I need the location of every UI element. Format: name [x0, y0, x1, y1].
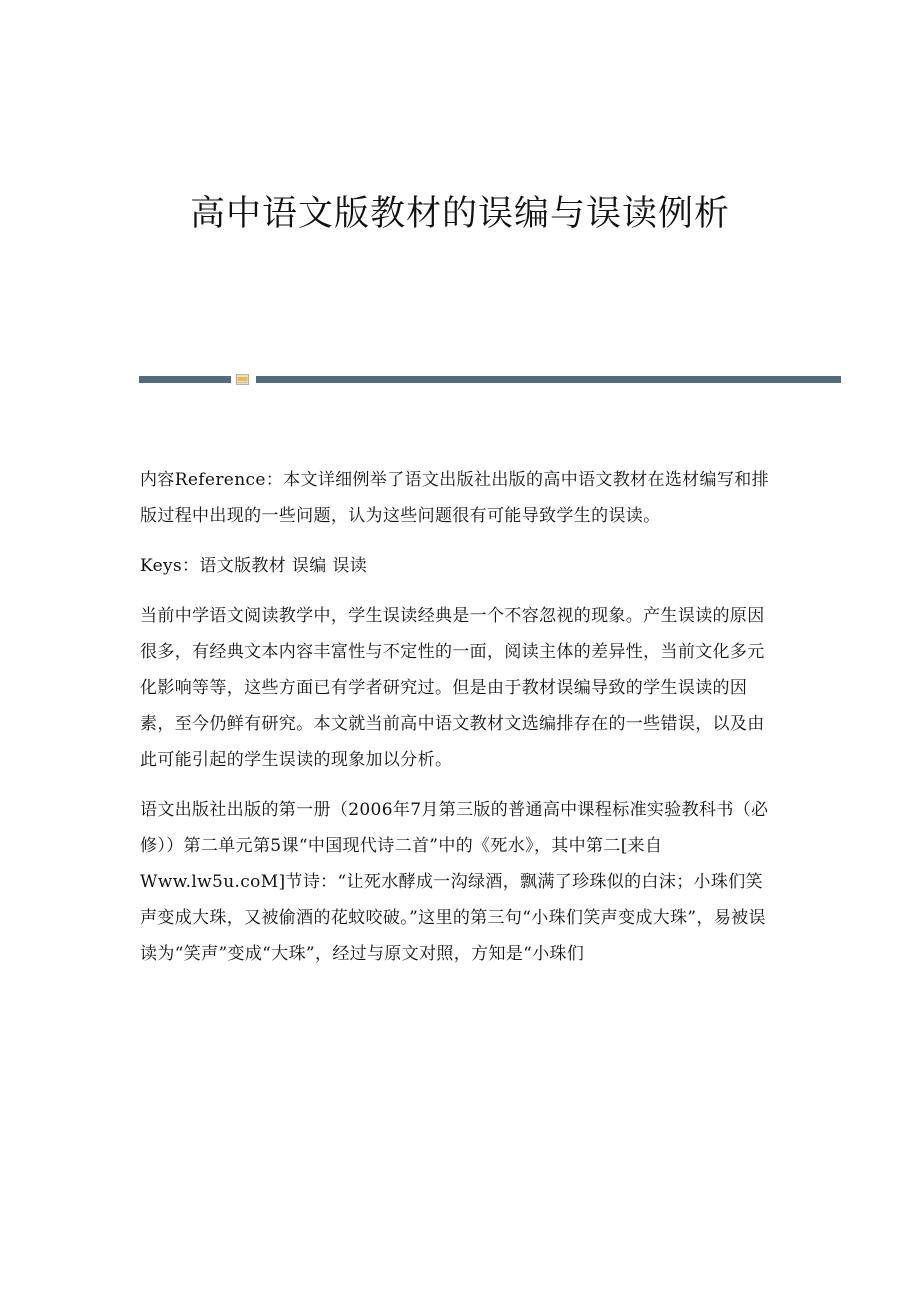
keywords-line: Keys：语文版教材 误编 误读 — [140, 556, 368, 576]
divider-bar-right — [256, 376, 841, 383]
body-paragraph-1: 当前中学语文阅读教学中，学生误读经典是一个不容忽视的现象。产生误读的原因很多，有经典文本内容丰富性与不定性的一面，阅读主体的差异性，当前文化多元化影响等等，这些方面已有学者研究过。但是由于教材误编导致的学生误读的因素，至今仍鲜有研究。本文就当前高中语文教材文选编排存在的一些错误，以及由此可能引起的学生误读的现象加以分析。 — [140, 606, 765, 770]
folder-badge-icon — [236, 374, 249, 385]
document-title: 高中语文版教材的误编与误读例析 — [189, 194, 730, 234]
title-divider — [139, 374, 841, 384]
document-body — [140, 462, 780, 986]
abstract-paragraph: 内容Reference：本文详细例举了语文出版社出版的高中语文教材在选材编写和排版过程中出现的一些问题，认为这些问题很有可能导致学生的误读。 — [140, 470, 769, 526]
divider-bar-left — [139, 376, 231, 383]
body-paragraph-2: 语文出版社出版的第一册（2006年7月第三版的普通高中课程标准实验教科书（必修））第二单元第5课“中国现代诗二首”中的《死水》，其中第二[来自Www.lw5u.coM]节诗：“让死水酵成一沟绿酒，飘满了珍珠似的白沫；小珠们笑声变成大珠，又被偷酒的花蚊咬破。”这里的第三句“小珠们笑声变成大珠”，易被误读为“笑声”变成“大珠”，经过与原文对照，方知是“小珠们 — [140, 800, 769, 964]
